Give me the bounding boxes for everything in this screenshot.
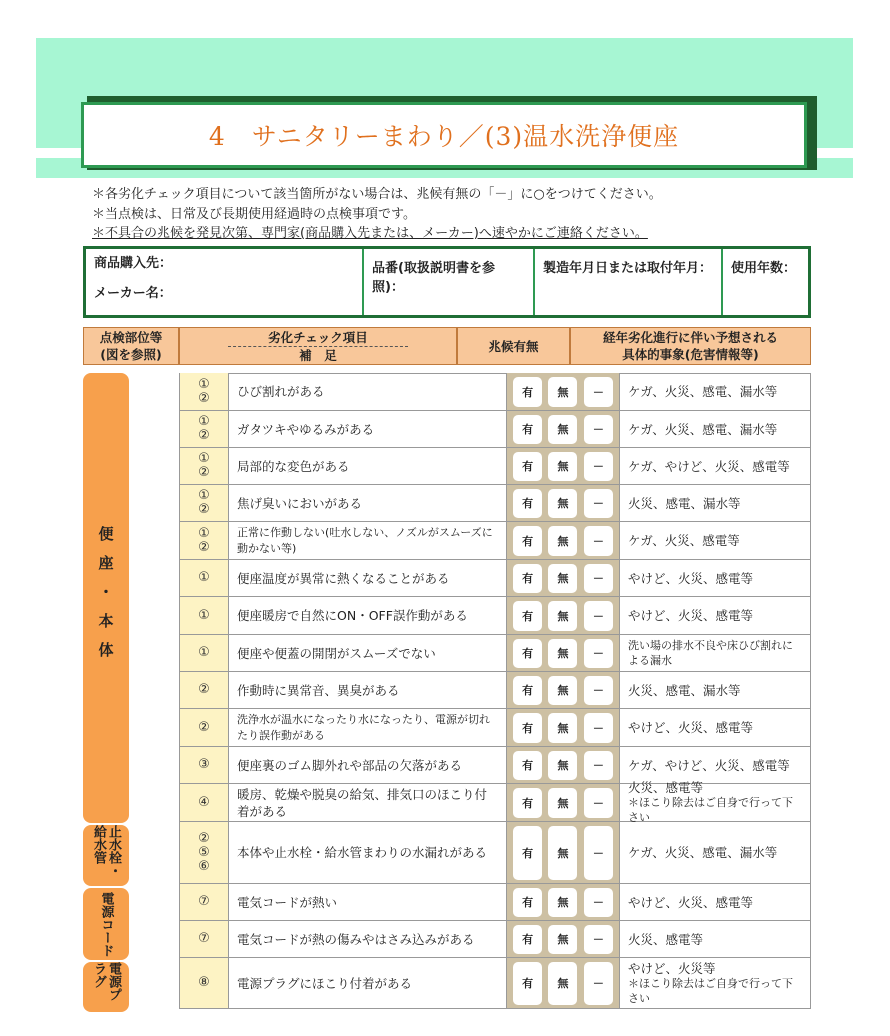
sign-choices — [507, 958, 620, 1008]
header-result-line2: 具体的事象(危害情報等) — [622, 347, 759, 362]
choice-no[interactable]: 無 — [548, 676, 577, 705]
table-row — [179, 373, 811, 411]
check-item: 暖房、乾燥や脱臭の給気、排気口のほこり付着がある — [229, 784, 507, 821]
part-number: ⑦ — [198, 894, 210, 909]
check-item: ひび割れがある — [229, 373, 507, 410]
choice-no[interactable]: 無 — [548, 601, 577, 631]
table-row — [179, 747, 811, 784]
purchase-label: 商品購入先： — [94, 256, 173, 271]
choice-none[interactable]: － — [584, 826, 613, 880]
part-number-cell — [179, 709, 229, 746]
part-number: ⑧ — [198, 975, 210, 990]
choice-no[interactable]: 無 — [548, 452, 577, 481]
choice-yes[interactable]: 有 — [513, 751, 542, 780]
table-row — [179, 597, 811, 635]
result-note: ＊ほこり除去はご自身で行って下さい — [628, 796, 793, 824]
result-text: 火災、感電、漏水等 — [628, 682, 741, 698]
result-cell — [620, 822, 811, 883]
choice-yes[interactable]: 有 — [513, 564, 542, 593]
header-part-line1: 点検部位等 — [99, 330, 163, 345]
page-title: 4 サニタリーまわり／(3)温水洗浄便座 — [208, 122, 680, 151]
result-text: 火災、感電等 — [628, 780, 704, 795]
table-row — [179, 560, 811, 597]
result-text: ケガ、火災、感電、漏水等 — [628, 845, 778, 860]
header-result — [570, 327, 811, 365]
part-number-cell — [179, 485, 229, 521]
model-label: 品番(取扱説明書を参照)： — [364, 249, 535, 315]
part-number-cell — [179, 822, 229, 883]
part-number: ⑦ — [198, 931, 210, 946]
result-cell — [620, 747, 811, 783]
table-row — [179, 709, 811, 747]
choice-no[interactable]: 無 — [548, 788, 577, 818]
sign-choices — [507, 921, 620, 957]
part-number-cell — [179, 958, 229, 1008]
choice-none[interactable]: － — [584, 639, 613, 668]
group-supply-label: 止水栓・給水管 — [91, 825, 121, 877]
result-text: やけど、火災、感電等 — [628, 720, 754, 735]
check-item: 局部的な変色がある — [229, 448, 507, 484]
choice-no[interactable]: 無 — [548, 415, 577, 444]
choice-none[interactable]: － — [584, 888, 613, 917]
check-item: 便座裏のゴム脚外れや部品の欠落がある — [229, 747, 507, 783]
check-item: 便座温度が異常に熱くなることがある — [229, 560, 507, 596]
table-row — [179, 958, 811, 1009]
choice-none[interactable]: － — [584, 377, 613, 407]
choice-yes[interactable]: 有 — [513, 788, 542, 818]
choice-yes[interactable]: 有 — [513, 601, 542, 631]
header-part — [83, 327, 179, 365]
choice-none[interactable]: － — [584, 526, 613, 556]
part-number: ⑤ — [198, 844, 210, 860]
table-row — [179, 448, 811, 485]
result-text: 洗い場の排水不良や床ひび割れによる漏水 — [628, 639, 793, 667]
part-number: ② — [198, 682, 210, 697]
header-sign — [457, 327, 570, 365]
result-note: ＊ほこり除去はご自身で行って下さい — [628, 976, 793, 1005]
part-number-cell — [179, 672, 229, 708]
notes — [92, 185, 852, 244]
choice-no[interactable]: 無 — [548, 639, 577, 668]
part-number: ② — [198, 719, 210, 735]
part-number: ① — [198, 488, 210, 503]
group-cord-label: 電源コード — [98, 891, 114, 957]
part-number: ② — [198, 830, 210, 846]
result-cell — [620, 485, 811, 521]
sign-choices — [507, 485, 620, 521]
choice-yes[interactable]: 有 — [513, 925, 542, 954]
choice-none[interactable]: － — [584, 489, 613, 518]
sign-choices — [507, 411, 620, 447]
part-number: ① — [198, 376, 210, 392]
choice-yes[interactable]: 有 — [513, 489, 542, 518]
choice-yes[interactable]: 有 — [513, 452, 542, 481]
sign-choices — [507, 560, 620, 596]
table-row — [179, 635, 811, 672]
note-3: ＊不具合の兆候を発見次第、専門家(商品購入先または、メーカー)へ速やかにご連絡ください。 — [92, 226, 648, 241]
group-supply — [83, 825, 129, 886]
sign-choices — [507, 373, 620, 410]
title-box — [81, 102, 807, 168]
choice-yes[interactable]: 有 — [513, 888, 542, 917]
choice-none[interactable]: － — [584, 788, 613, 818]
check-item: 便座暖房で自然にON・OFF誤作動がある — [229, 597, 507, 634]
sign-choices — [507, 522, 620, 559]
table-row — [179, 522, 811, 560]
choice-no[interactable]: 無 — [548, 925, 577, 954]
choice-no[interactable]: 無 — [548, 751, 577, 780]
part-number: ① — [198, 525, 210, 541]
choice-no[interactable]: 無 — [548, 962, 577, 1005]
check-item: 便座や便蓋の開閉がスムーズでない — [229, 635, 507, 671]
table-row — [179, 884, 811, 921]
choice-none[interactable]: － — [584, 713, 613, 743]
group-cord — [83, 888, 129, 960]
choice-no[interactable]: 無 — [548, 564, 577, 593]
result-text: やけど、火災等 — [628, 960, 716, 976]
choice-none[interactable]: － — [584, 564, 613, 593]
check-item: 本体や止水栓・給水管まわりの水漏れがある — [229, 822, 507, 883]
result-cell — [620, 921, 811, 957]
part-number: ① — [198, 451, 210, 466]
header-check-line1: 劣化チェック項目 — [228, 329, 408, 347]
note-1: ＊各劣化チェック項目について該当箇所がない場合は、兆候有無の「－」に○をつけてください。 — [92, 187, 662, 202]
group-seat-body-label: 便座・本体 — [96, 525, 115, 671]
table-row — [179, 672, 811, 709]
choice-none[interactable]: － — [584, 452, 613, 481]
part-number: ③ — [198, 757, 210, 772]
sign-choices — [507, 448, 620, 484]
result-cell — [620, 373, 811, 410]
result-text: 火災、感電等 — [628, 931, 704, 947]
choice-no[interactable]: 無 — [548, 826, 577, 880]
choice-none[interactable]: － — [584, 962, 613, 1005]
result-text: やけど、火災、感電等 — [628, 894, 754, 910]
table-row — [179, 411, 811, 448]
date-label: 製造年月日または取付年月： — [535, 249, 723, 315]
header-check — [179, 327, 457, 365]
check-item: 洗浄水が温水になったり水になったり、電源が切れたり誤作動がある — [229, 709, 507, 746]
sign-choices — [507, 747, 620, 783]
choice-none[interactable]: － — [584, 601, 613, 631]
sign-choices — [507, 597, 620, 634]
choice-no[interactable]: 無 — [548, 713, 577, 743]
choice-yes[interactable]: 有 — [513, 639, 542, 668]
part-number: ② — [198, 502, 210, 517]
result-cell — [620, 448, 811, 484]
check-item: 作動時に異常音、異臭がある — [229, 672, 507, 708]
sign-choices — [507, 884, 620, 920]
result-text: ケガ、やけど、火災、感電等 — [628, 458, 790, 474]
table-row — [179, 921, 811, 958]
choice-yes[interactable]: 有 — [513, 713, 542, 743]
result-text: ケガ、火災、感電、漏水等 — [628, 384, 778, 399]
result-cell — [620, 635, 811, 671]
maker-label: メーカー名： — [94, 286, 172, 301]
part-number: ② — [198, 465, 210, 480]
part-number: ② — [198, 390, 210, 406]
result-cell — [620, 884, 811, 920]
choice-no[interactable]: 無 — [548, 377, 577, 407]
result-cell — [620, 560, 811, 596]
table-row — [179, 780, 811, 824]
part-number-cell — [179, 884, 229, 920]
choice-yes[interactable]: 有 — [513, 826, 542, 880]
part-number: ① — [198, 414, 210, 429]
part-number-cell — [179, 635, 229, 671]
part-number-cell — [179, 411, 229, 447]
check-item: 電源プラグにほこり付着がある — [229, 958, 507, 1008]
part-number: ① — [198, 570, 210, 585]
choice-yes[interactable]: 有 — [513, 415, 542, 444]
part-number: ① — [198, 607, 210, 623]
result-cell — [620, 780, 811, 824]
header-check-line2: 補 足 — [299, 347, 337, 363]
table-header — [83, 327, 811, 365]
choice-none[interactable]: － — [584, 751, 613, 780]
result-text: ケガ、火災、感電、漏水等 — [628, 421, 778, 437]
years-label: 使用年数： — [731, 261, 797, 276]
purchase-maker-cell — [86, 249, 364, 315]
result-cell — [620, 597, 811, 634]
result-text: やけど、火災、感電等 — [628, 570, 754, 586]
result-text: ケガ、火災、感電等 — [628, 533, 740, 548]
result-text: 火災、感電、漏水等 — [628, 495, 741, 511]
check-item: 電気コードが熱い — [229, 884, 507, 920]
product-info-box — [83, 246, 811, 318]
part-number-cell — [179, 921, 229, 957]
choice-yes[interactable]: 有 — [513, 962, 542, 1005]
sign-choices — [507, 822, 620, 883]
group-seat-body — [83, 373, 129, 823]
check-item: 正常に作動しない(吐水しない、ノズルがスムーズに動かない等) — [229, 522, 507, 559]
result-cell — [620, 522, 811, 559]
choice-no[interactable]: 無 — [548, 489, 577, 518]
check-item: 焦げ臭いにおいがある — [229, 485, 507, 521]
part-number-cell — [179, 373, 229, 410]
part-number: ① — [198, 645, 210, 660]
result-cell — [620, 672, 811, 708]
header-part-line2: (図を参照) — [100, 347, 162, 362]
part-number-cell — [179, 448, 229, 484]
header-result-line1: 経年劣化進行に伴い予想される — [602, 330, 778, 345]
table-row — [179, 485, 811, 522]
choice-yes[interactable]: 有 — [513, 526, 542, 556]
group-plug-label: 電源プラグ — [91, 962, 121, 1001]
sign-choices — [507, 672, 620, 708]
part-number: ⑥ — [198, 858, 210, 874]
sign-choices — [507, 635, 620, 671]
choice-yes[interactable]: 有 — [513, 676, 542, 705]
table-row — [179, 822, 811, 884]
part-number: ④ — [198, 794, 210, 810]
choice-none[interactable]: － — [584, 925, 613, 954]
part-number-cell — [179, 597, 229, 634]
result-text: やけど、火災、感電等 — [628, 608, 754, 623]
part-number-cell — [179, 522, 229, 559]
result-cell — [620, 709, 811, 746]
result-cell — [620, 958, 811, 1008]
part-number: ② — [198, 428, 210, 443]
group-plug — [83, 962, 129, 1012]
part-number: ② — [198, 539, 210, 555]
choice-yes[interactable]: 有 — [513, 377, 542, 407]
sign-choices — [507, 784, 620, 821]
choice-no[interactable]: 無 — [548, 526, 577, 556]
part-number-cell — [179, 560, 229, 596]
choice-none[interactable]: － — [584, 676, 613, 705]
note-2: ＊当点検は、日常及び長期使用経過時の点検事項です。 — [92, 206, 416, 222]
check-item: 電気コードが熱の傷みやはさみ込みがある — [229, 921, 507, 957]
choice-none[interactable]: － — [584, 415, 613, 444]
choice-no[interactable]: 無 — [548, 888, 577, 917]
result-text: ケガ、やけど、火災、感電等 — [628, 757, 790, 773]
header-sign-label: 兆候有無 — [488, 338, 539, 354]
part-number-cell — [179, 784, 229, 821]
sign-choices — [507, 709, 620, 746]
result-cell — [620, 411, 811, 447]
part-number-cell — [179, 747, 229, 783]
check-item: ガタツキやゆるみがある — [229, 411, 507, 447]
